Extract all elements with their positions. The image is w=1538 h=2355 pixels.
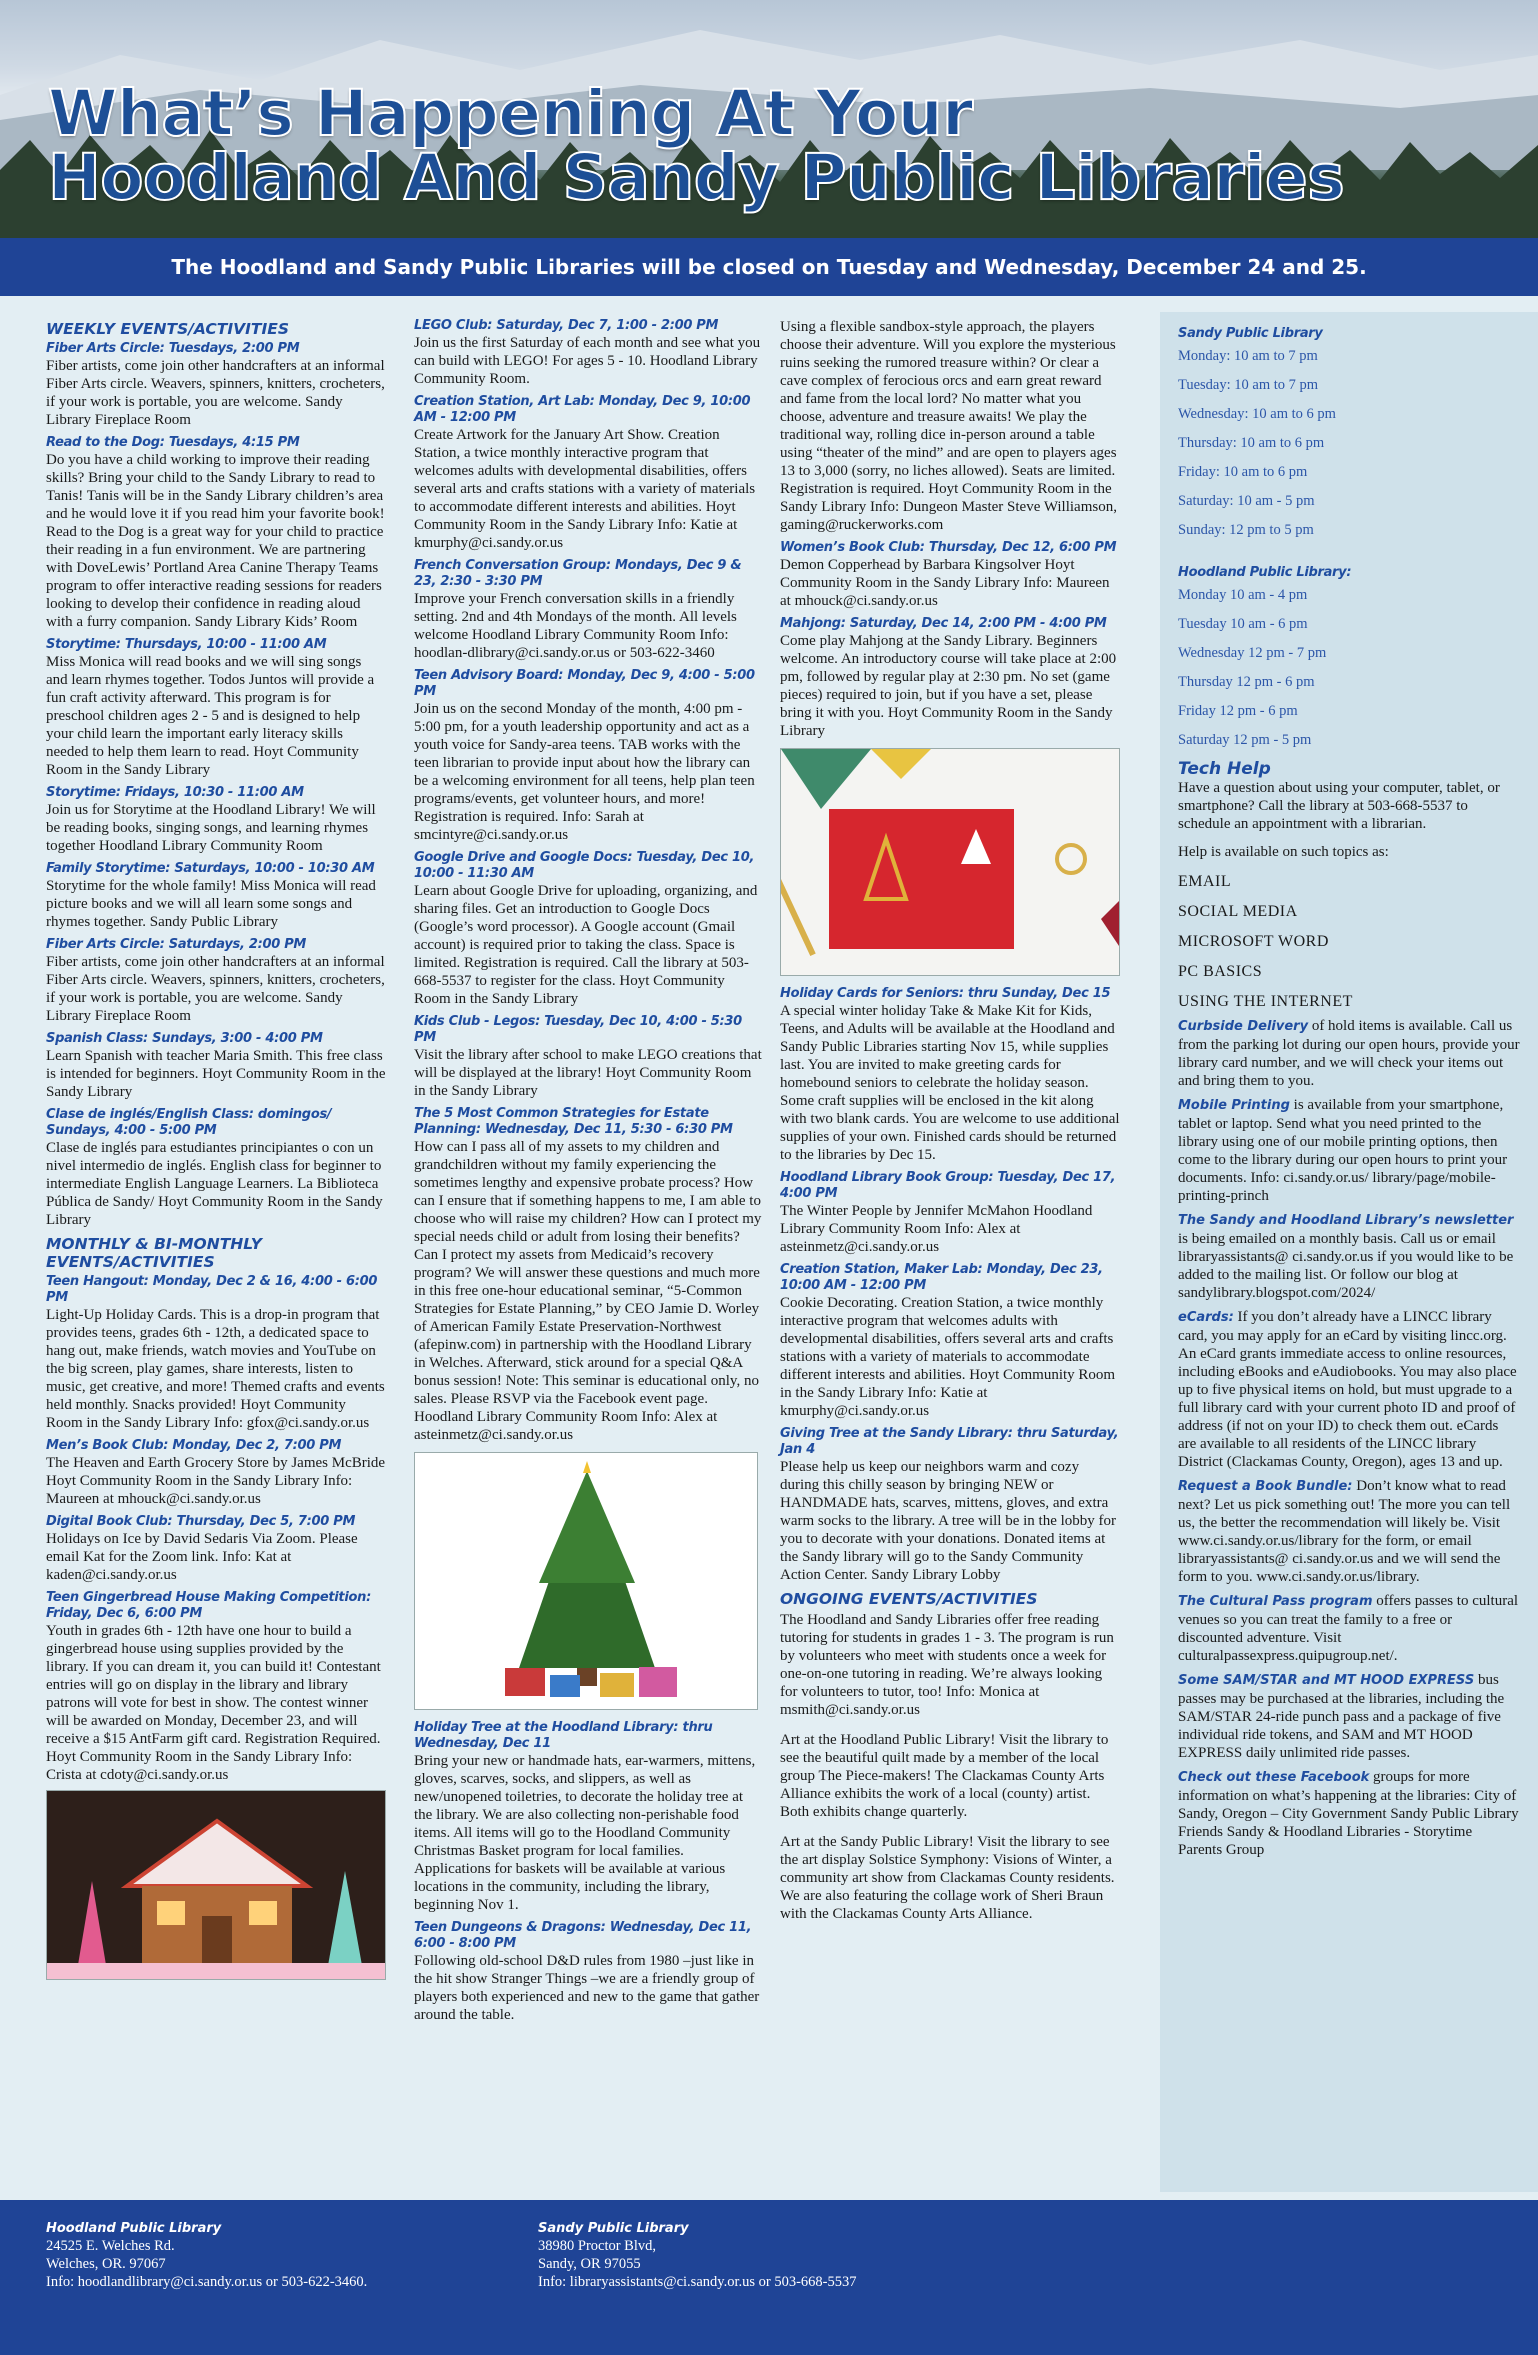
event-body: The Heaven and Earth Grocery Store by James McBride Hoyt Community Room in the Sandy Library Info: Maureen at mhouck@ci.sandy.or.us	[46, 1455, 386, 1507]
column-more-events	[780, 318, 1120, 1929]
event-body: Fiber artists, come join other handcrafters at an informal Fiber Arts circle. Weavers, spinners, knitters, crocheters, if your work is portable, you are welcome. Sandy Library Fireplace Room	[46, 954, 385, 1024]
service-text: is available from your smartphone, tablet or laptop. Send what you need printed to the library using one of our mobile printing options, then come to the library during our open hours to print your documents. Info: ci.sandy.or.us/ library/page/mobile-printing-princh	[1178, 1097, 1508, 1204]
footer-city: Sandy, OR 97055	[538, 2256, 641, 2272]
hours-row: Friday: 10 am to 6 pm	[1178, 464, 1308, 480]
event-heading: LEGO Club: Saturday, Dec 7, 1:00 - 2:00 PM	[414, 318, 719, 333]
footer-city: Welches, OR. 97067	[46, 2256, 166, 2272]
event-body: Join us the first Saturday of each month and see what you can build with LEGO! For ages 5 - 10. Hoodland Library Community Room.	[414, 335, 761, 387]
hours-row: Sunday: 12 pm to 5 pm	[1178, 522, 1314, 538]
tech-help-body: Have a question about using your computer, tablet, or smartphone? Call the library at 503-668-5537 to schedule an appointment with a librarian.	[1178, 780, 1500, 832]
event-heading: Kids Club - Legos: Tuesday, Dec 10, 4:00 - 5:30 PM	[414, 1014, 742, 1045]
topic-item: SOCIAL MEDIA	[1178, 903, 1298, 920]
footer-address: 24525 E. Welches Rd.	[46, 2238, 175, 2254]
event-body: Demon Copperhead by Barbara Kingsolver Hoyt Community Room in the Sandy Library Info: Maureen at mhouck@ci.sandy.or.us	[780, 557, 1110, 609]
sidebar-services	[1160, 312, 1538, 2192]
tech-help-intro: Help is available on such topics as:	[1178, 844, 1389, 860]
event-heading: French Conversation Group: Mondays, Dec 9 & 23, 2:30 - 3:30 PM	[414, 558, 742, 589]
event-body: Create Artwork for the January Art Show. Creation Station, a twice monthly interactive program that welcomes adults with developmental disabilities, offers several arts and crafts stations with a variety of materials to accommodate different interests and abilities. Hoyt Community Room in the Sandy Library Info: Katie at kmurphy@ci.sandy.or.us	[414, 427, 756, 551]
event-heading: Storytime: Thursdays, 10:00 - 11:00 AM	[46, 637, 327, 652]
sandy-hours-title: Sandy Public Library	[1178, 326, 1323, 341]
service-text: offers passes to cultural venues so you can treat the family to a free or discounted adventure. Visit culturalpassexpress.quipugroup.net/.	[1178, 1593, 1519, 1664]
event-body: Miss Monica will read books and we will sing songs and learn rhymes together. Todos Juntos will provide a fun craft activity afterward. This program is for preschool children ages 2 - 5 and is designed to help your child learn the important early literacy skills needed to help them learn to read. Hoyt Community Room in the Sandy Library	[46, 654, 375, 778]
event-body: Learn about Google Drive for uploading, organizing, and sharing files. Get an introduction to Google Docs (Google’s word processor). A Google account (Gmail account) is required prior to taking the class. Space is limited. Registration is required. Call the library at 503-668-5537 to register for the class. Hoyt Community Room in the Sandy Library	[414, 883, 758, 1007]
christmas-tree-image	[414, 1452, 758, 1710]
hours-row: Tuesday: 10 am to 7 pm	[1178, 377, 1319, 393]
event-heading: Teen Hangout: Monday, Dec 2 & 16, 4:00 - 6:00 PM	[46, 1274, 378, 1305]
footer-address: 38980 Proctor Blvd,	[538, 2238, 657, 2254]
footer-info: Info: libraryassistants@ci.sandy.or.us or 503-668-5537	[538, 2274, 857, 2290]
event-heading: Mahjong: Saturday, Dec 14, 2:00 PM - 4:00 PM	[780, 616, 1107, 631]
ongoing-item: Art at the Sandy Public Library! Visit the library to see the art display Solstice Symphony: Visions of Winter, a community art show from Clackamas County residents. We are also featuring the collage work of Sheri Braun with the Clackamas County Arts Alliance.	[780, 1834, 1115, 1922]
service-text: bus passes may be purchased at the libraries, including the SAM/STAR 24-ride punch pass and a package of five individual ride tokens, and SAM and MT HOOD EXPRESS daily unlimited ride passes.	[1178, 1672, 1505, 1761]
hours-row: Wednesday 12 pm - 7 pm	[1178, 645, 1327, 661]
event-body: Learn Spanish with teacher Maria Smith. This free class is intended for beginners. Hoyt Community Room in the Sandy Library	[46, 1048, 386, 1100]
tech-help-title: Tech Help	[1178, 759, 1271, 779]
sandy-hours-list	[1178, 342, 1520, 545]
topic-item: EMAIL	[1178, 873, 1232, 890]
ongoing-item: Art at the Hoodland Public Library! Visit the library to see the beautiful quilt made by a member of the local group The Piece-makers! The Clackamas County Arts Alliance exhibits the work of a local (county) artist. Both exhibits change quarterly.	[780, 1732, 1109, 1820]
event-heading: Fiber Arts Circle: Saturdays, 2:00 PM	[46, 937, 307, 952]
topic-item: PC BASICS	[1178, 963, 1263, 980]
event-body: How can I pass all of my assets to my children and grandchildren without my family experiencing the sometimes lengthy and expensive probate process? How can I ensure that if something happens to me, I am able to choose who will raise my children? How can I protect my special needs child or adult from losing their benefits? Can I protect my assets from Medicaid’s recovery program? We will answer these questions and much more in this free one-hour educational seminar, “5-Common Strategies for Estate Planning,” by CEO Jamie D. Worley of American Family Estate Preservation-Northwest (afepinw.com) in partnership with the Hoodland Library in Welches. Afterward, stick around for a special Q&A bonus session! Note: This seminar is educational only, no sales. Please RSVP via the Facebook event page. Hoodland Library Community Room Info: Alex at asteinmetz@ci.sandy.or.us	[414, 1139, 762, 1443]
service-curbside	[1178, 1017, 1520, 1090]
event-body: Light-Up Holiday Cards. This is a drop-in program that provides teens, grades 6th - 12th, a dedicated space to hang out, make friends, watch movies and YouTube on the big screen, play games, share interests, listen to music, get creative, and more! Themed crafts and events held monthly. Snacks provided! Hoyt Community Room in the Sandy Library Info: gfox@ci.sandy.or.us	[46, 1307, 385, 1431]
service-heading: Request a Book Bundle:	[1178, 1479, 1353, 1494]
hours-row: Thursday: 10 am to 6 pm	[1178, 435, 1325, 451]
hours-row: Wednesday: 10 am to 6 pm	[1178, 406, 1336, 422]
service-heading: Some SAM/STAR and MT HOOD EXPRESS	[1178, 1673, 1475, 1688]
service-newsletter	[1178, 1211, 1520, 1302]
footer-hoodland	[46, 2220, 367, 2291]
hours-row: Saturday: 10 am - 5 pm	[1178, 493, 1315, 509]
holiday-card-craft-image	[780, 748, 1120, 976]
event-body: Clase de inglés para estudiantes principiantes o con un nivel intermedio de inglés. English class for beginner to intermediate English Language Learners. La Biblioteca Pública de Sandy/ Hoyt Community Room in the Sandy Library	[46, 1140, 383, 1228]
topic-item: USING THE INTERNET	[1178, 993, 1353, 1010]
event-body: Storytime for the whole family! Miss Monica will read picture books and we will all learn some songs and rhymes together. Sandy Public Library	[46, 878, 376, 930]
service-heading: Mobile Printing	[1178, 1098, 1290, 1113]
event-heading: Hoodland Library Book Group: Tuesday, Dec 17, 4:00 PM	[780, 1170, 1116, 1201]
tech-topics-list	[1178, 867, 1520, 1017]
event-body: Join us for Storytime at the Hoodland Library! We will be reading books, singing songs, and learning rhymes together Hoodland Library Community Room	[46, 802, 376, 854]
event-body: A special winter holiday Take & Make Kit for Kids, Teens, and Adults will be available at the Hoodland and Sandy Public Libraries starting Nov 15, while supplies last. You are invited to make greeting cards for homebound seniors to celebrate the holiday season. Some craft supplies will be enclosed in the kit along with two blank cards. You are welcome to use additional supplies of your own. Finished cards should be returned to the libraries by Dec 15.	[780, 1003, 1120, 1163]
service-ecards	[1178, 1308, 1520, 1471]
event-heading: Giving Tree at the Sandy Library: thru Saturday, Jan 4	[780, 1426, 1119, 1457]
service-heading: The Sandy and Hoodland Library’s newsletter	[1178, 1213, 1514, 1228]
page-title	[48, 77, 1345, 214]
service-cultural-pass	[1178, 1592, 1520, 1665]
event-body: Visit the library after school to make LEGO creations that will be displayed at the library! Hoyt Community Room in the Sandy Library	[414, 1047, 762, 1099]
event-body: Join us on the second Monday of the month, 4:00 pm - 5:00 pm, for a youth leadership opportunity and act as a youth voice for Sandy-area teens. TAB works with the teen librarian to provide input about how the library can be a welcoming environment for all teens, help plan teen programs/events, get volunteer hours, and more! Registration is required. Info: Sarah at smcintyre@ci.sandy.or.us	[414, 701, 755, 843]
service-text: is being emailed on a monthly basis. Call us or email libraryassistants@ ci.sandy.or.us if you would like to be added to the mailing list. Or follow our blog at sandylibrary.blogspot.com/2024/	[1178, 1231, 1514, 1301]
event-body: Following old-school D&D rules from 1980 –just like in the hit show Stranger Things –we are a friendly group of players both experienced and new to the game that gather around the table.	[414, 1953, 760, 2023]
event-heading: Creation Station, Maker Lab: Monday, Dec 23, 10:00 AM - 12:00 PM	[780, 1262, 1103, 1293]
event-heading: Spanish Class: Sundays, 3:00 - 4:00 PM	[46, 1031, 323, 1046]
service-heading: eCards:	[1178, 1310, 1234, 1325]
event-heading: Family Storytime: Saturdays, 10:00 - 10:30 AM	[46, 861, 375, 876]
event-heading: Read to the Dog: Tuesdays, 4:15 PM	[46, 435, 300, 450]
event-heading: Women’s Book Club: Thursday, Dec 12, 6:00 PM	[780, 540, 1117, 555]
ongoing-item: The Hoodland and Sandy Libraries offer free reading tutoring for students in grades 1 - 3. The program is run by volunteers who meet with students once a week for one-on-one tutoring in reading. We’re always looking for volunteers to tutor, too! Info: Monica at msmith@ci.sandy.or.us	[780, 1612, 1114, 1718]
hoodland-hours-title: Hoodland Public Library:	[1178, 565, 1352, 580]
event-body: Come play Mahjong at the Sandy Library. Beginners welcome. An introductory course will take place at 2:00 pm, followed by regular play at 2:30 pm. No set (game pieces) required to join, but if you have a set, please bring it with you. Hoyt Community Room in the Sandy Library	[780, 633, 1117, 739]
event-heading: Holiday Cards for Seniors: thru Sunday, Dec 15	[780, 986, 1111, 1001]
hoodland-hours-list	[1178, 581, 1520, 755]
hours-row: Saturday 12 pm - 5 pm	[1178, 732, 1312, 748]
event-heading: Storytime: Fridays, 10:30 - 11:00 AM	[46, 785, 304, 800]
event-body: Do you have a child working to improve their reading skills? Bring your child to the Sandy Library to read to Tanis! Tanis will be in the Sandy Library children’s area and he would love it if you read him your favorite book! Read to the Dog is a great way for your child to practice their reading in a fun environment. We are partnering with DoveLewis’ Portland Area Canine Therapy Teams program to offer interactive reading sessions for readers looking to develop their confidence in reading aloud with a furry companion. Sandy Library Kids’ Room	[46, 452, 385, 630]
hours-row: Thursday 12 pm - 6 pm	[1178, 674, 1315, 690]
service-facebook	[1178, 1768, 1520, 1859]
hours-row: Monday 10 am - 4 pm	[1178, 587, 1308, 603]
title-line-1: What’s Happening At Your	[48, 77, 973, 150]
column-december-events	[414, 318, 762, 2030]
event-heading: Teen Advisory Board: Monday, Dec 9, 4:00 - 5:00 PM	[414, 668, 755, 699]
event-heading: Teen Gingerbread House Making Competition: Friday, Dec 6, 6:00 PM	[46, 1590, 371, 1621]
event-heading: Men’s Book Club: Monday, Dec 2, 7:00 PM	[46, 1438, 342, 1453]
footer-library-name: Hoodland Public Library	[46, 2221, 222, 2236]
event-heading: Clase de inglés/English Class: domingos/ Sundays, 4:00 - 5:00 PM	[46, 1107, 332, 1138]
service-heading: Check out these Facebook	[1178, 1770, 1370, 1785]
topic-item: MICROSOFT WORD	[1178, 933, 1329, 950]
service-text: groups for more information on what’s happening at the libraries: City of Sandy, Oregon – City Government Sandy Public Library Friends Sandy & Hoodland Libraries - Storytime Parents Group	[1178, 1769, 1519, 1858]
service-bus-passes	[1178, 1671, 1520, 1762]
event-body: The Winter People by Jennifer McMahon Hoodland Library Community Room Info: Alex at asteinmetz@ci.sandy.or.us	[780, 1203, 1093, 1255]
footer-library-name: Sandy Public Library	[538, 2221, 689, 2236]
hours-row: Tuesday 10 am - 6 pm	[1178, 616, 1308, 632]
footer-contact	[0, 2200, 1538, 2355]
section-title-monthly: MONTHLY & BI-MONTHLY EVENTS/ACTIVITIES	[46, 1235, 262, 1271]
event-heading: Digital Book Club: Thursday, Dec 5, 7:00 PM	[46, 1514, 356, 1529]
event-body: Fiber artists, come join other handcrafters at an informal Fiber Arts circle. Weavers, spinners, knitters, crocheters, if your work is portable, you are welcome. Sandy Library Fireplace Room	[46, 358, 385, 428]
service-text: Don’t know what to read next? Let us pick something out! The more you can tell us, the better the recommendation will likely be. Visit www.ci.sandy.or.us/library for the form, or email libraryassistants@ ci.sandy.or.us and we will send the form to you. www.ci.sandy.or.us/library.	[1178, 1478, 1511, 1585]
service-text: If you don’t already have a LINCC library card, you may apply for an eCard by visiting lincc.org. An eCard grants immediate access to online resources, including eBooks and eAudiobooks. You may also place up to five physical items on hold, but must upgrade to a full library card with your current photo ID and proof of address (if not on your ID) to check them out. eCards are available to all residents of the LINCC library District (Clackamas County, Oregon), ages 13 and up.	[1178, 1309, 1517, 1470]
service-mobile-printing	[1178, 1096, 1520, 1205]
event-body: Holidays on Ice by David Sedaris Via Zoom. Please email Kat for the Zoom link. Info: Kat at kaden@ci.sandy.or.us	[46, 1531, 358, 1583]
service-book-bundle	[1178, 1477, 1520, 1586]
section-title-ongoing: ONGOING EVENTS/ACTIVITIES	[780, 1590, 1038, 1608]
event-body: Youth in grades 6th - 12th have one hour to build a gingerbread house using supplies provided by the library. If you can dream it, you can build it! Contestant entries will go on display in the library and library patrons will vote for best in show. The contest winner will be awarded on Monday, December 23, and will receive a $15 AntFarm gift card. Registration Required. Hoyt Community Room in the Sandy Library Info: Crista at cdoty@ci.sandy.or.us	[46, 1623, 381, 1783]
hours-row: Monday: 10 am to 7 pm	[1178, 348, 1318, 364]
service-heading: Curbside Delivery	[1178, 1019, 1309, 1034]
column-weekly-events	[46, 318, 386, 1980]
gingerbread-house-image	[46, 1790, 386, 1980]
event-body: Bring your new or handmade hats, ear-warmers, mittens, gloves, scarves, socks, and slippers, as well as new/unopened toiletries, to decorate the holiday tree at the library. We are also collecting non-perishable food items. All items will go to the Hoodland Community Christmas Basket program for local families. Applications for baskets will be available at various locations in the community, including the library, beginning Nov 1.	[414, 1753, 756, 1913]
closure-notice-banner: The Hoodland and Sandy Public Libraries will be closed on Tuesday and Wednesday, December 24 and 25.	[0, 238, 1538, 296]
event-heading: Teen Dungeons & Dragons: Wednesday, Dec 11, 6:00 - 8:00 PM	[414, 1920, 752, 1951]
event-body: Using a flexible sandbox-style approach, the players choose their adventure. Will you explore the mysterious ruins seeking the rumored treasure within? Or clear a cave complex of ferocious orcs and earn great reward and fame from the local lord? No matter what you choose, adventure and treasure awaits! We play the traditional way, rolling dice in-person around a table using “theater of the mind” and are open to players ages 13 to 3,000 (sorry, no liches allowed). Seats are limited. Registration is required. Hoyt Community Room in the Sandy Library Info: Dungeon Master Steve Williamson, gaming@ruckerworks.com	[780, 319, 1117, 533]
section-title-weekly: WEEKLY EVENTS/ACTIVITIES	[46, 320, 289, 338]
header-hero	[0, 0, 1538, 238]
event-heading: Fiber Arts Circle: Tuesdays, 2:00 PM	[46, 341, 300, 356]
event-heading: Creation Station, Art Lab: Monday, Dec 9, 10:00 AM - 12:00 PM	[414, 394, 751, 425]
service-text: of hold items is available. Call us from the parking lot during our open hours, provide your library card number, and we will check your items out and bring them to you.	[1178, 1018, 1520, 1089]
footer-sandy	[538, 2220, 856, 2291]
event-heading: Google Drive and Google Docs: Tuesday, Dec 10, 10:00 - 11:30 AM	[414, 850, 755, 881]
event-body: Cookie Decorating. Creation Station, a twice monthly interactive program that welcomes adults with developmental disabilities, offers several arts and crafts stations with a variety of materials to accommodate different interests and abilities. Hoyt Community Room in the Sandy Library Info: Katie at kmurphy@ci.sandy.or.us	[780, 1295, 1116, 1419]
event-heading: Holiday Tree at the Hoodland Library: thru Wednesday, Dec 11	[414, 1720, 713, 1751]
event-heading: The 5 Most Common Strategies for Estate Planning: Wednesday, Dec 11, 5:30 - 6:30 PM	[414, 1106, 733, 1137]
footer-info: Info: hoodlandlibrary@ci.sandy.or.us or 503-622-3460.	[46, 2274, 368, 2290]
service-heading: The Cultural Pass program	[1178, 1594, 1373, 1609]
event-body: Please help us keep our neighbors warm and cozy during this chilly season by bringing NEW or HANDMADE hats, scarves, mittens, gloves, and extra warm socks to the library. A tree will be in the lobby for you to decorate with your donations. Donated items at the Sandy library will go to the Sandy Community Action Center. Sandy Library Lobby	[780, 1459, 1117, 1583]
hours-row: Friday 12 pm - 6 pm	[1178, 703, 1298, 719]
title-line-2: Hoodland And Sandy Public Libraries	[48, 141, 1345, 214]
event-body: Improve your French conversation skills in a friendly setting. 2nd and 4th Mondays of the month. All levels welcome Hoodland Library Community Room Info: hoodlan-dlibrary@ci.sandy.or.us or 503-622-3460	[414, 591, 737, 661]
